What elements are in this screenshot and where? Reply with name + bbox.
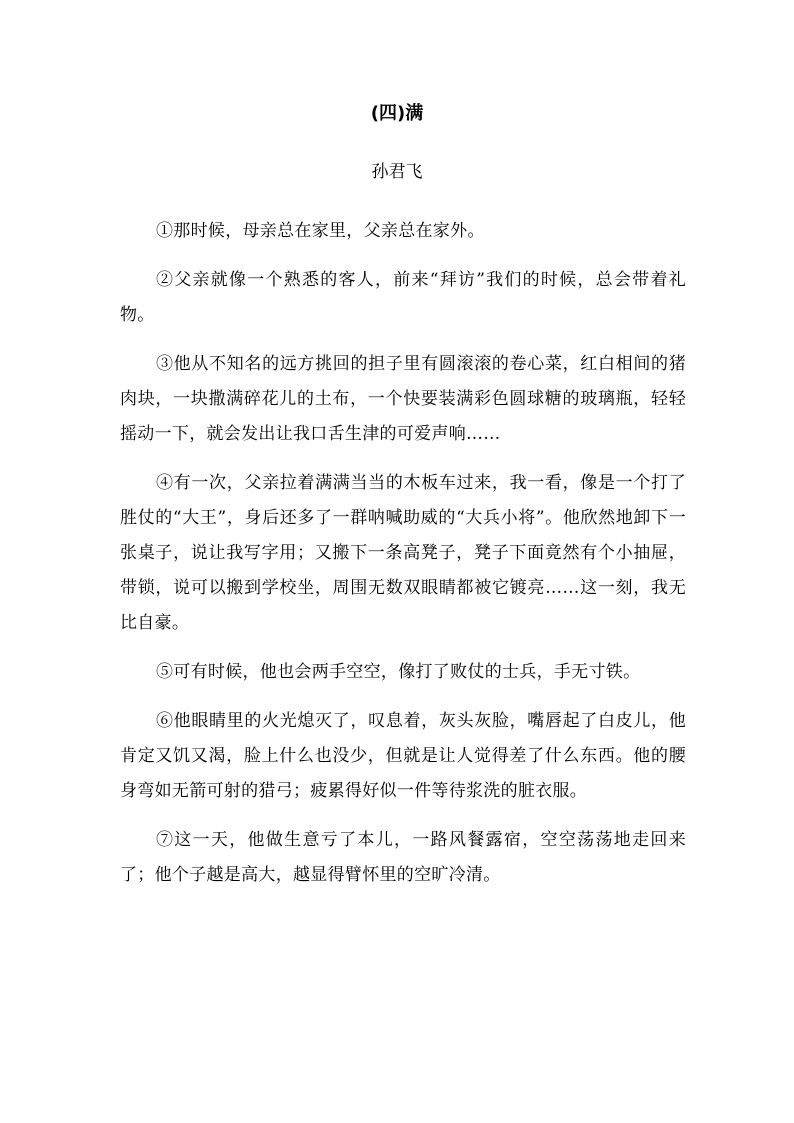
paragraph-1: ①那时候，母亲总在家里，父亲总在家外。 — [156, 221, 485, 241]
author-name: 孙君飞 — [371, 162, 423, 182]
paragraph-5: ⑤可有时候，他也会两手空空，像打了败仗的士兵，手无寸铁。 — [156, 662, 641, 682]
document-body — [120, 214, 686, 907]
paragraph-7: ⑦这一天，他做生意亏了本儿，一路风餐露宿，空空荡荡地走回来了；他个子越是高大，越显得臂怀里的空旷冷清。 — [120, 830, 686, 885]
document-title: (四)满 — [370, 103, 424, 124]
paragraph-3: ③他从不知名的远方挑回的担子里有圆滚滚的卷心菜，红白相间的猪肉块，一块撒满碎花儿的土布，一个快要装满彩色圆球糖的玻璃瓶，轻轻摇动一下，就会发出让我口舌生津的可爱声响…… — [120, 354, 686, 444]
paragraph-4: ④有一次，父亲拉着满满当当的木板车过来，我一看，像是一个打了胜仗的“大王”，身后还多了一群呐喊助威的“大兵小将”。他欣然地卸下一张桌子，说让我写字用；又搬下一条高凳子，凳子下面竟然有个小抽屉，带锁，说可以搬到学校坐，周围无数双眼睛都被它镀亮……这一刻，我无比自豪。 — [120, 473, 686, 633]
paragraph-2: ②父亲就像一个熟悉的客人，前来“拜访”我们的时候，总会带着礼物。 — [120, 270, 686, 325]
paragraph-6: ⑥他眼睛里的火光熄灭了，叹息着，灰头灰脸，嘴唇起了白皮儿，他肯定又饥又渴，脸上什么也没少，但就是让人觉得差了什么东西。他的腰身弯如无箭可射的猎弓；疲累得好似一件等待浆洗的脏衣服。 — [120, 711, 686, 801]
